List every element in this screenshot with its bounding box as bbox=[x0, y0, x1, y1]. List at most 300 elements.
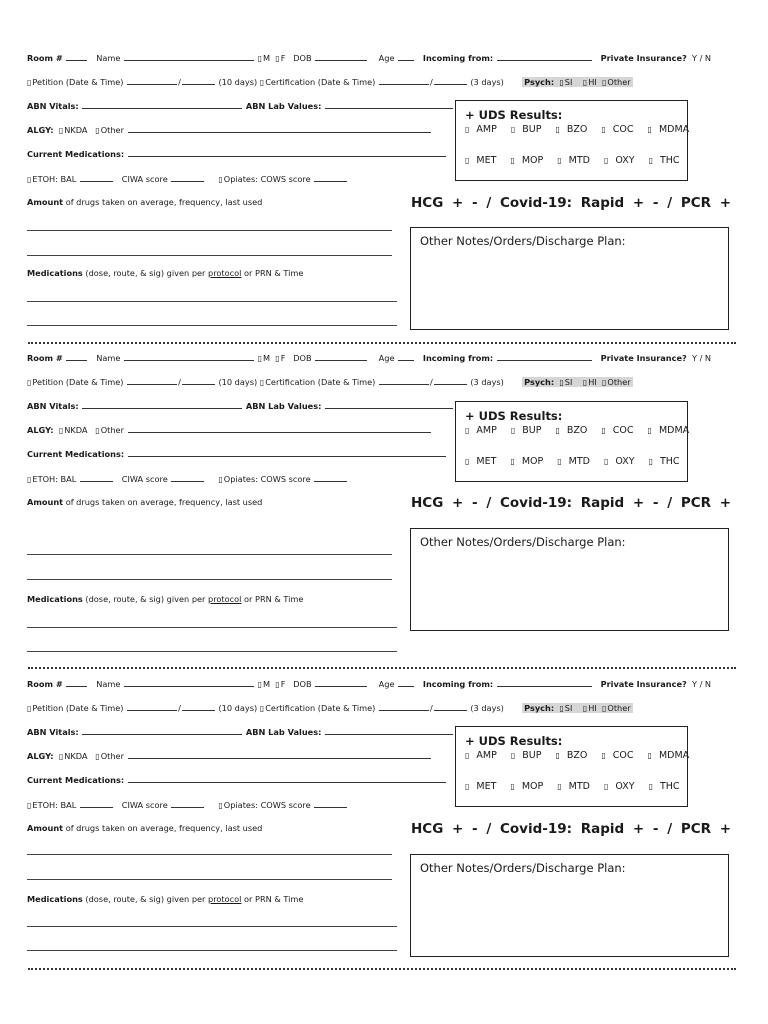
uds-oxy[interactable] bbox=[604, 781, 642, 792]
uds-thc[interactable] bbox=[649, 456, 687, 467]
name-label: Name bbox=[96, 53, 121, 63]
ciwa-field[interactable] bbox=[171, 799, 204, 808]
bal-field[interactable] bbox=[80, 799, 113, 808]
abn-vitals-field[interactable] bbox=[82, 726, 242, 735]
amount-rest: of drugs taken on average, frequency, last used bbox=[65, 823, 263, 833]
uds-mdma[interactable] bbox=[648, 750, 697, 761]
checkbox-icon[interactable]: ▯ bbox=[603, 457, 609, 466]
row-etoh bbox=[27, 473, 348, 485]
dob-label: DOB bbox=[293, 53, 312, 63]
uds-row-2 bbox=[465, 456, 694, 467]
covid-label: Covid-19: bbox=[499, 195, 573, 211]
certification-slash: / bbox=[429, 77, 433, 87]
name-field[interactable] bbox=[124, 352, 254, 361]
abn-lab-field[interactable] bbox=[325, 400, 453, 409]
uds-mop[interactable] bbox=[510, 456, 550, 467]
hcg-plus[interactable]: + bbox=[452, 495, 464, 511]
nkda-label: NKDA bbox=[64, 425, 88, 435]
rapid-minus[interactable]: - bbox=[652, 495, 659, 511]
uds-label: MDMA bbox=[658, 425, 690, 436]
checkbox-icon[interactable]: ▯ bbox=[259, 704, 265, 713]
checkbox-icon[interactable]: ▯ bbox=[557, 156, 562, 165]
amount-bold: Amount bbox=[27, 497, 64, 507]
uds-amp[interactable] bbox=[465, 124, 504, 135]
algy-other-field[interactable] bbox=[128, 424, 431, 433]
psych-si: SI bbox=[564, 77, 573, 87]
algy-other-label: Other bbox=[100, 425, 124, 435]
petition-slash: / bbox=[178, 77, 181, 87]
sex-m-label: M bbox=[263, 53, 271, 63]
rapid-minus[interactable]: - bbox=[652, 195, 659, 211]
checkbox-icon[interactable]: ▯ bbox=[555, 125, 560, 134]
row-amount bbox=[27, 197, 262, 208]
uds-label: MET bbox=[476, 781, 497, 792]
uds-mtd[interactable] bbox=[557, 456, 597, 467]
checkbox-icon[interactable]: ▯ bbox=[557, 457, 562, 466]
abn-lab-label: ABN Lab Values: bbox=[245, 727, 322, 737]
insurance-label: Private Insurance? bbox=[600, 679, 687, 689]
row-petition bbox=[27, 76, 633, 88]
uds-mop[interactable] bbox=[510, 781, 550, 792]
uds-thc[interactable] bbox=[649, 781, 687, 792]
checkbox-icon[interactable]: ▯ bbox=[465, 426, 470, 435]
rapid-slash: / bbox=[667, 821, 673, 837]
algy-other-label: Other bbox=[100, 125, 124, 135]
abn-vitals-label: ABN Vitals: bbox=[27, 101, 79, 111]
uds-met[interactable] bbox=[465, 781, 503, 792]
section-divider bbox=[28, 342, 736, 344]
checkbox-icon[interactable]: ▯ bbox=[218, 801, 223, 810]
medications-line-1[interactable] bbox=[27, 301, 397, 302]
current-meds-field[interactable] bbox=[128, 148, 446, 157]
medications-rest-2: or PRN & Time bbox=[244, 894, 304, 904]
checkbox-icon[interactable]: ▯ bbox=[58, 426, 64, 435]
row-room bbox=[27, 678, 711, 690]
hcg-covid-line bbox=[411, 821, 735, 837]
uds-label: BZO bbox=[566, 124, 588, 135]
checkbox-icon[interactable]: ▯ bbox=[647, 426, 652, 435]
checkbox-icon[interactable]: ▯ bbox=[510, 125, 516, 134]
dob-field[interactable] bbox=[315, 678, 367, 687]
room-label: Room # bbox=[27, 679, 63, 689]
row-medications bbox=[27, 594, 303, 605]
checkbox-icon[interactable]: ▯ bbox=[559, 704, 564, 713]
uds-title: + UDS Results: bbox=[465, 734, 563, 748]
insurance-options[interactable]: Y / N bbox=[691, 353, 712, 363]
checkbox-icon[interactable]: ▯ bbox=[510, 156, 515, 165]
hcg-minus[interactable]: - bbox=[472, 195, 478, 211]
checkbox-icon[interactable]: ▯ bbox=[601, 125, 606, 134]
amount-line-1[interactable] bbox=[27, 230, 392, 231]
abn-vitals-field[interactable] bbox=[82, 400, 242, 409]
checkbox-icon[interactable]: ▯ bbox=[647, 125, 652, 134]
notes-box[interactable] bbox=[410, 854, 729, 957]
hcg-slash: / bbox=[486, 195, 492, 211]
uds-label: BUP bbox=[522, 124, 542, 135]
uds-title: + UDS Results: bbox=[465, 409, 563, 423]
certification-date-field[interactable] bbox=[379, 76, 429, 85]
hcg-slash: / bbox=[486, 821, 492, 837]
checkbox-icon[interactable]: ▯ bbox=[559, 378, 564, 387]
opiates-label: Opiates: COWS score bbox=[223, 800, 311, 810]
medications-rest-1: (dose, route, & sig) given per bbox=[85, 594, 206, 604]
amount-line-2[interactable] bbox=[27, 255, 392, 256]
checkbox-icon[interactable]: ▯ bbox=[275, 680, 280, 689]
medications-line-2[interactable] bbox=[27, 950, 397, 951]
age-label: Age bbox=[378, 679, 395, 689]
uds-label: COC bbox=[612, 750, 634, 761]
checkbox-icon[interactable]: ▯ bbox=[648, 782, 653, 791]
uds-thc[interactable] bbox=[649, 155, 687, 166]
uds-coc[interactable] bbox=[601, 124, 640, 135]
checkbox-icon[interactable]: ▯ bbox=[275, 54, 280, 63]
medications-rest-2: or PRN & Time bbox=[244, 594, 304, 604]
certification-label: Certification (Date & Time) bbox=[265, 377, 376, 387]
certification-time-field[interactable] bbox=[434, 702, 467, 711]
hcg-minus[interactable]: - bbox=[472, 495, 478, 511]
rapid-label: Rapid bbox=[580, 195, 625, 211]
petition-time-field[interactable] bbox=[182, 76, 215, 85]
nkda-label: NKDA bbox=[64, 125, 88, 135]
incoming-field[interactable] bbox=[497, 352, 592, 361]
psych-hi: HI bbox=[588, 377, 597, 387]
certification-days: (3 days) bbox=[470, 377, 504, 387]
checkbox-icon[interactable]: ▯ bbox=[27, 801, 32, 810]
medications-bold: Medications bbox=[27, 594, 83, 604]
checkbox-icon[interactable]: ▯ bbox=[559, 78, 564, 87]
abn-lab-label: ABN Lab Values: bbox=[245, 101, 322, 111]
row-current-meds bbox=[27, 774, 447, 786]
uds-bzo[interactable] bbox=[555, 750, 594, 761]
medications-rest-1: (dose, route, & sig) given per bbox=[85, 268, 206, 278]
bal-field[interactable] bbox=[80, 473, 113, 482]
row-amount bbox=[27, 823, 262, 834]
algy-label: ALGY: bbox=[27, 125, 54, 135]
name-label: Name bbox=[96, 679, 121, 689]
current-meds-field[interactable] bbox=[128, 448, 446, 457]
uds-label: MDMA bbox=[658, 124, 690, 135]
uds-mtd[interactable] bbox=[557, 155, 597, 166]
petition-date-field[interactable] bbox=[127, 76, 177, 85]
sex-f-label: F bbox=[280, 53, 286, 63]
checkbox-icon[interactable]: ▯ bbox=[601, 751, 606, 760]
notes-box[interactable] bbox=[410, 227, 729, 330]
covid-label: Covid-19: bbox=[499, 821, 573, 837]
amount-line-2[interactable] bbox=[27, 879, 392, 880]
abn-vitals-field[interactable] bbox=[82, 100, 242, 109]
rapid-label: Rapid bbox=[580, 495, 625, 511]
checkbox-icon[interactable]: ▯ bbox=[602, 378, 607, 387]
uds-mdma[interactable] bbox=[648, 425, 697, 436]
certification-slash: / bbox=[429, 377, 433, 387]
rapid-minus[interactable]: - bbox=[652, 821, 659, 837]
checkbox-icon[interactable]: ▯ bbox=[601, 426, 606, 435]
petition-slash: / bbox=[178, 377, 181, 387]
hcg-label: HCG bbox=[411, 821, 444, 837]
uds-met[interactable] bbox=[465, 456, 503, 467]
medications-line-2[interactable] bbox=[27, 325, 397, 326]
etoh-label: ETOH: BAL bbox=[32, 174, 77, 184]
ciwa-field[interactable] bbox=[171, 473, 204, 482]
medications-line-2[interactable] bbox=[27, 651, 397, 652]
uds-label: OXY bbox=[615, 456, 635, 467]
certification-time-field[interactable] bbox=[434, 376, 467, 385]
row-algy bbox=[27, 424, 432, 436]
row-algy bbox=[27, 750, 432, 762]
row-algy bbox=[27, 124, 432, 136]
psych-group bbox=[522, 703, 633, 713]
checkbox-icon[interactable]: ▯ bbox=[58, 126, 64, 135]
checkbox-icon[interactable]: ▯ bbox=[275, 354, 280, 363]
uds-coc[interactable] bbox=[601, 750, 640, 761]
checkbox-icon[interactable]: ▯ bbox=[257, 680, 262, 689]
medications-bold: Medications bbox=[27, 894, 83, 904]
checkbox-icon[interactable]: ▯ bbox=[648, 457, 653, 466]
incoming-label: Incoming from: bbox=[422, 679, 494, 689]
uds-amp[interactable] bbox=[465, 750, 504, 761]
uds-oxy[interactable] bbox=[604, 155, 642, 166]
cows-field[interactable] bbox=[314, 173, 347, 182]
certification-days: (3 days) bbox=[470, 77, 504, 87]
etoh-label: ETOH: BAL bbox=[32, 800, 77, 810]
checkbox-icon[interactable]: ▯ bbox=[27, 378, 32, 387]
hcg-plus[interactable]: + bbox=[452, 195, 464, 211]
medications-line-1[interactable] bbox=[27, 627, 397, 628]
petition-date-field[interactable] bbox=[127, 702, 177, 711]
uds-bup[interactable] bbox=[511, 425, 549, 436]
incoming-label: Incoming from: bbox=[422, 53, 494, 63]
insurance-label: Private Insurance? bbox=[600, 53, 687, 63]
cows-field[interactable] bbox=[314, 473, 347, 482]
checkbox-icon[interactable]: ▯ bbox=[648, 156, 653, 165]
rapid-plus[interactable]: + bbox=[632, 495, 645, 511]
certification-slash: / bbox=[429, 703, 433, 713]
current-meds-label: Current Medications: bbox=[27, 149, 125, 159]
uds-results-box bbox=[455, 726, 688, 807]
checkbox-icon[interactable]: ▯ bbox=[603, 156, 609, 165]
dob-field[interactable] bbox=[315, 52, 367, 61]
checkbox-icon[interactable]: ▯ bbox=[218, 175, 223, 184]
checkbox-icon[interactable]: ▯ bbox=[602, 78, 607, 87]
uds-mop[interactable] bbox=[510, 155, 550, 166]
checkbox-icon[interactable]: ▯ bbox=[95, 426, 100, 435]
checkbox-icon[interactable]: ▯ bbox=[259, 378, 265, 387]
opiates-label: Opiates: COWS score bbox=[223, 174, 311, 184]
incoming-field[interactable] bbox=[497, 52, 592, 61]
petition-days: (10 days) bbox=[218, 377, 258, 387]
uds-bzo[interactable] bbox=[555, 425, 594, 436]
petition-label: Petition (Date & Time) bbox=[32, 703, 124, 713]
checkbox-icon[interactable]: ▯ bbox=[557, 782, 562, 791]
petition-label: Petition (Date & Time) bbox=[32, 77, 124, 87]
checkbox-icon[interactable]: ▯ bbox=[95, 752, 100, 761]
name-field[interactable] bbox=[124, 678, 254, 687]
age-label: Age bbox=[378, 53, 395, 63]
algy-label: ALGY: bbox=[27, 751, 54, 761]
room-field[interactable] bbox=[66, 52, 87, 61]
pcr-label: PCR bbox=[680, 821, 712, 837]
psych-other: Other bbox=[607, 703, 631, 713]
uds-label: COC bbox=[612, 124, 634, 135]
uds-label: THC bbox=[659, 781, 680, 792]
current-meds-field[interactable] bbox=[128, 774, 446, 783]
age-field[interactable] bbox=[398, 352, 414, 361]
uds-label: BUP bbox=[522, 750, 542, 761]
certification-label: Certification (Date & Time) bbox=[265, 77, 376, 87]
uds-coc[interactable] bbox=[601, 425, 640, 436]
checkbox-icon[interactable]: ▯ bbox=[582, 378, 588, 387]
checkbox-icon[interactable]: ▯ bbox=[465, 457, 470, 466]
uds-amp[interactable] bbox=[465, 425, 504, 436]
pcr-label: PCR bbox=[680, 195, 712, 211]
row-abn bbox=[27, 400, 454, 412]
uds-results-box bbox=[455, 401, 688, 482]
age-field[interactable] bbox=[398, 52, 414, 61]
pcr-plus[interactable]: + bbox=[719, 495, 732, 511]
etoh-label: ETOH: BAL bbox=[32, 474, 77, 484]
rapid-plus[interactable]: + bbox=[632, 195, 645, 211]
amount-line-2[interactable] bbox=[27, 579, 392, 580]
checkbox-icon[interactable]: ▯ bbox=[27, 704, 32, 713]
checkbox-icon[interactable]: ▯ bbox=[555, 751, 560, 760]
uds-bzo[interactable] bbox=[555, 124, 594, 135]
cows-field[interactable] bbox=[314, 799, 347, 808]
uds-label: AMP bbox=[476, 124, 497, 135]
checkbox-icon[interactable]: ▯ bbox=[218, 475, 223, 484]
psych-hi: HI bbox=[588, 703, 597, 713]
petition-slash: / bbox=[178, 703, 181, 713]
insurance-label: Private Insurance? bbox=[600, 353, 687, 363]
uds-bup[interactable] bbox=[511, 124, 549, 135]
rapid-label: Rapid bbox=[580, 821, 625, 837]
rapid-plus[interactable]: + bbox=[632, 821, 645, 837]
certification-date-field[interactable] bbox=[379, 702, 429, 711]
row-petition bbox=[27, 702, 633, 714]
uds-bup[interactable] bbox=[511, 750, 549, 761]
checkbox-icon[interactable]: ▯ bbox=[510, 751, 516, 760]
amount-rest: of drugs taken on average, frequency, last used bbox=[65, 197, 263, 207]
petition-label: Petition (Date & Time) bbox=[32, 377, 124, 387]
hcg-covid-line bbox=[411, 195, 735, 211]
insurance-options[interactable]: Y / N bbox=[691, 679, 712, 689]
hcg-plus[interactable]: + bbox=[452, 821, 464, 837]
uds-label: MTD bbox=[568, 155, 590, 166]
algy-other-field[interactable] bbox=[128, 124, 431, 133]
checkbox-icon[interactable]: ▯ bbox=[647, 751, 652, 760]
certification-time-field[interactable] bbox=[434, 76, 467, 85]
sex-f-label: F bbox=[280, 353, 286, 363]
uds-oxy[interactable] bbox=[604, 456, 642, 467]
medications-rest-2: or PRN & Time bbox=[244, 268, 304, 278]
uds-label: MOP bbox=[521, 456, 544, 467]
room-field[interactable] bbox=[66, 678, 87, 687]
amount-line-1[interactable] bbox=[27, 554, 392, 555]
psych-other: Other bbox=[607, 77, 631, 87]
checkbox-icon[interactable]: ▯ bbox=[27, 78, 32, 87]
uds-label: MTD bbox=[568, 781, 590, 792]
checkbox-icon[interactable]: ▯ bbox=[555, 426, 560, 435]
name-field[interactable] bbox=[124, 52, 254, 61]
dob-field[interactable] bbox=[315, 352, 367, 361]
checkbox-icon[interactable]: ▯ bbox=[465, 751, 470, 760]
uds-label: AMP bbox=[476, 425, 497, 436]
amount-bold: Amount bbox=[27, 197, 64, 207]
abn-lab-label: ABN Lab Values: bbox=[245, 401, 322, 411]
checkbox-icon[interactable]: ▯ bbox=[257, 54, 262, 63]
pcr-plus[interactable]: + bbox=[719, 821, 732, 837]
abn-vitals-label: ABN Vitals: bbox=[27, 401, 79, 411]
notes-box[interactable] bbox=[410, 528, 729, 631]
checkbox-icon[interactable]: ▯ bbox=[58, 752, 64, 761]
checkbox-icon[interactable]: ▯ bbox=[510, 426, 516, 435]
amount-line-1[interactable] bbox=[27, 854, 392, 855]
checkbox-icon[interactable]: ▯ bbox=[259, 78, 265, 87]
checkbox-icon[interactable]: ▯ bbox=[465, 125, 470, 134]
checkbox-icon[interactable]: ▯ bbox=[27, 175, 32, 184]
medications-line-1[interactable] bbox=[27, 926, 397, 927]
uds-met[interactable] bbox=[465, 155, 503, 166]
room-field[interactable] bbox=[66, 352, 87, 361]
petition-time-field[interactable] bbox=[182, 376, 215, 385]
checkbox-icon[interactable]: ▯ bbox=[510, 782, 515, 791]
ciwa-field[interactable] bbox=[171, 173, 204, 182]
pcr-plus[interactable]: + bbox=[719, 195, 732, 211]
patient-section-1 bbox=[0, 52, 768, 352]
bal-field[interactable] bbox=[80, 173, 113, 182]
incoming-field[interactable] bbox=[497, 678, 592, 687]
checkbox-icon[interactable]: ▯ bbox=[582, 78, 588, 87]
checkbox-icon[interactable]: ▯ bbox=[95, 126, 100, 135]
covid-label: Covid-19: bbox=[499, 495, 573, 511]
uds-label: MOP bbox=[521, 781, 544, 792]
checkbox-icon[interactable]: ▯ bbox=[603, 782, 609, 791]
algy-other-label: Other bbox=[100, 751, 124, 761]
uds-mtd[interactable] bbox=[557, 781, 597, 792]
insurance-options[interactable]: Y / N bbox=[691, 53, 712, 63]
petition-date-field[interactable] bbox=[127, 376, 177, 385]
uds-mdma[interactable] bbox=[648, 124, 697, 135]
checkbox-icon[interactable]: ▯ bbox=[510, 457, 515, 466]
age-field[interactable] bbox=[398, 678, 414, 687]
sex-m-label: M bbox=[263, 679, 271, 689]
checkbox-icon[interactable]: ▯ bbox=[465, 782, 470, 791]
checkbox-icon[interactable]: ▯ bbox=[257, 354, 262, 363]
amount-rest: of drugs taken on average, frequency, last used bbox=[65, 497, 263, 507]
ciwa-label: CIWA score bbox=[121, 174, 168, 184]
hcg-minus[interactable]: - bbox=[472, 821, 478, 837]
abn-lab-field[interactable] bbox=[325, 100, 453, 109]
uds-label: OXY bbox=[615, 781, 635, 792]
row-current-meds bbox=[27, 148, 447, 160]
uds-row-1 bbox=[465, 124, 703, 135]
checkbox-icon[interactable]: ▯ bbox=[602, 704, 607, 713]
algy-other-field[interactable] bbox=[128, 750, 431, 759]
uds-label: THC bbox=[659, 456, 680, 467]
checkbox-icon[interactable]: ▯ bbox=[27, 475, 32, 484]
ciwa-label: CIWA score bbox=[121, 800, 168, 810]
uds-label: BUP bbox=[522, 425, 542, 436]
row-etoh bbox=[27, 799, 348, 811]
abn-lab-field[interactable] bbox=[325, 726, 453, 735]
certification-date-field[interactable] bbox=[379, 376, 429, 385]
uds-results-box bbox=[455, 100, 688, 181]
uds-label: MDMA bbox=[658, 750, 690, 761]
petition-time-field[interactable] bbox=[182, 702, 215, 711]
hcg-label: HCG bbox=[411, 495, 444, 511]
amount-bold: Amount bbox=[27, 823, 64, 833]
checkbox-icon[interactable]: ▯ bbox=[465, 156, 470, 165]
checkbox-icon[interactable]: ▯ bbox=[582, 704, 588, 713]
